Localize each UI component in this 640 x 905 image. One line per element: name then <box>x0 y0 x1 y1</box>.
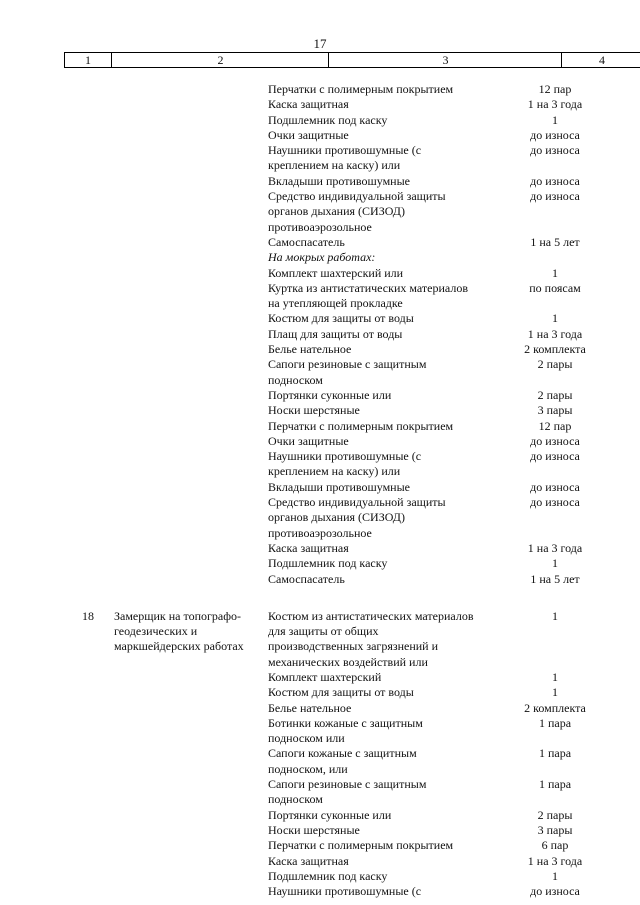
equipment-name: Вкладыши противошумные <box>268 479 410 494</box>
list-item <box>0 854 640 869</box>
column-header-3: 3 <box>328 53 562 67</box>
equipment-name: Вкладыши противошумные <box>268 173 410 188</box>
list-item <box>0 670 640 685</box>
issue-norm: 12 пар <box>538 82 572 96</box>
equipment-name: Костюм для защиты от воды <box>268 311 414 326</box>
page-number: 17 <box>313 36 327 51</box>
column-header-2: 2 <box>111 53 329 67</box>
list-item <box>0 746 640 777</box>
equipment-name: Носки шерстяные <box>268 822 360 837</box>
issue-norm: до износа <box>530 449 580 464</box>
issue-norm: 1 пара <box>538 715 572 730</box>
profession-name: Замерщик на топографо- геодезических и маркшейдерских работах <box>114 608 244 654</box>
equipment-name: Очки защитные <box>268 433 349 448</box>
list-item <box>0 572 640 587</box>
column-header-4: 4 <box>561 53 640 67</box>
issue-norm: до износа <box>530 479 580 494</box>
equipment-name: Костюм из антистатических материалов для защиты от общих производственных загрязнений и механических воздействий или <box>268 608 474 669</box>
issue-norm: 3 пары <box>537 822 573 837</box>
table-row <box>0 609 640 900</box>
equipment-name: Наушники противошумные (с <box>268 884 422 899</box>
list-item <box>0 281 640 312</box>
list-item <box>0 480 640 495</box>
equipment-name: Костюм для защиты от воды <box>268 685 414 700</box>
equipment-name: Очки защитные <box>268 127 349 142</box>
issue-norm: до износа <box>530 189 580 204</box>
issue-norm: 12 пар <box>538 418 572 433</box>
issue-norm: 1 на 5 лет <box>530 234 580 249</box>
list-item <box>0 777 640 808</box>
issue-norm: 1 на 5 лет <box>530 571 580 586</box>
list-item <box>0 342 640 357</box>
list-item <box>0 143 640 174</box>
column-header-1: 1 <box>85 53 91 67</box>
section-subheading: На мокрых работах: <box>268 250 376 265</box>
equipment-name: Перчатки с полимерным покрытием <box>268 418 454 433</box>
list-item <box>0 701 640 716</box>
issue-norm: 1 на 3 года <box>527 853 583 868</box>
list-item <box>0 609 640 670</box>
list-item <box>0 113 640 128</box>
issue-norm: 1 <box>552 669 558 684</box>
equipment-name: Сапоги кожаные с защитным подноском, или <box>268 746 417 776</box>
list-item <box>0 685 640 700</box>
issue-norm: 2 комплекта <box>524 700 586 715</box>
list-item <box>0 311 640 326</box>
list-item <box>0 495 640 541</box>
table-row <box>0 82 640 587</box>
row-number: 18 <box>82 608 94 623</box>
equipment-name: Средство индивидуальной защиты органов дыхания (СИЗОД) противоаэрозольное <box>268 189 446 234</box>
equipment-name: Средство индивидуальной защиты органов дыхания (СИЗОД) противоаэрозольное <box>268 495 446 540</box>
issue-norm: 1 на 3 года <box>527 97 583 112</box>
issue-norm: до износа <box>530 433 580 448</box>
equipment-name: Комплект шахтерский или <box>268 265 404 280</box>
equipment-name: Куртка из антистатических материалов на утепляющей прокладке <box>268 280 468 311</box>
equipment-name: Подшлемник под каску <box>268 112 388 127</box>
equipment-name: Наушники противошумные (с креплением на каску) или <box>268 143 422 173</box>
list-item <box>0 556 640 571</box>
issue-norm: по поясам <box>529 280 581 295</box>
list-item <box>0 388 640 403</box>
issue-norm: до износа <box>530 495 580 510</box>
issue-norm: 1 <box>552 265 558 280</box>
equipment-name: Подшлемник под каску <box>268 556 388 571</box>
list-item <box>0 823 640 838</box>
table-header-row <box>64 52 640 68</box>
list-item <box>0 82 640 97</box>
list-item <box>0 357 640 388</box>
equipment-name: Сапоги резиновые с защитным подноском <box>268 777 427 807</box>
issue-norm: 1 пара <box>538 746 572 761</box>
equipment-name: Перчатки с полимерным покрытием <box>268 82 454 96</box>
equipment-name: Портянки суконные или <box>268 387 392 402</box>
issue-norm: до износа <box>530 173 580 188</box>
issue-norm: до износа <box>530 143 580 158</box>
issue-norm: до износа <box>530 884 580 899</box>
list-item <box>0 189 640 235</box>
list-item <box>0 128 640 143</box>
list-item <box>0 97 640 112</box>
issue-norm: 1 <box>552 685 558 700</box>
equipment-name: Ботинки кожаные с защитным подноском или <box>268 715 423 746</box>
equipment-name: Каска защитная <box>268 540 349 555</box>
issue-norm: 1 на 3 года <box>527 540 583 555</box>
list-item <box>0 250 640 265</box>
list-item <box>0 884 640 899</box>
list-item <box>0 434 640 449</box>
equipment-name: Перчатки с полимерным покрытием <box>268 838 454 853</box>
issue-norm: до износа <box>530 127 580 142</box>
list-item <box>0 808 640 823</box>
issue-norm: 2 пары <box>537 387 573 402</box>
equipment-name: Самоспасатель <box>268 571 345 586</box>
issue-norm: 6 пар <box>541 838 569 853</box>
issue-norm: 1 на 3 года <box>527 326 583 341</box>
equipment-name: Каска защитная <box>268 97 349 112</box>
issue-norm: 1 <box>552 311 558 326</box>
equipment-name: Подшлемник под каску <box>268 868 388 883</box>
equipment-name: Белье нательное <box>268 700 352 715</box>
issue-norm: 1 <box>552 112 558 127</box>
issue-norm: 1 пара <box>538 777 572 792</box>
issue-norm: 2 пары <box>537 357 573 372</box>
equipment-name: Наушники противошумные (с креплением на каску) или <box>268 449 422 479</box>
list-item <box>0 419 640 434</box>
equipment-name: Плащ для защиты от воды <box>268 326 403 341</box>
list-item <box>0 174 640 189</box>
equipment-name: Самоспасатель <box>268 234 345 249</box>
list-item <box>0 327 640 342</box>
issue-norm: 1 <box>552 868 558 883</box>
equipment-name: Портянки суконные или <box>268 807 392 822</box>
list-item <box>0 403 640 418</box>
list-item <box>0 716 640 747</box>
issue-norm: 1 <box>552 556 558 571</box>
equipment-name: Сапоги резиновые с защитным подноском <box>268 357 427 387</box>
equipment-name: Каска защитная <box>268 853 349 868</box>
list-item <box>0 869 640 884</box>
issue-norm: 2 пары <box>537 807 573 822</box>
equipment-name: Белье нательное <box>268 342 352 357</box>
issue-norm: 1 <box>552 608 558 623</box>
list-item <box>0 838 640 853</box>
issue-norm: 3 пары <box>537 403 573 418</box>
list-item <box>0 449 640 480</box>
list-item <box>0 266 640 281</box>
issue-norm: 2 комплекта <box>524 342 586 357</box>
table-body <box>0 82 640 899</box>
equipment-name: Комплект шахтерский <box>268 669 382 684</box>
equipment-name: Носки шерстяные <box>268 403 360 418</box>
list-item <box>0 235 640 250</box>
list-item <box>0 541 640 556</box>
group-spacer <box>0 587 640 609</box>
